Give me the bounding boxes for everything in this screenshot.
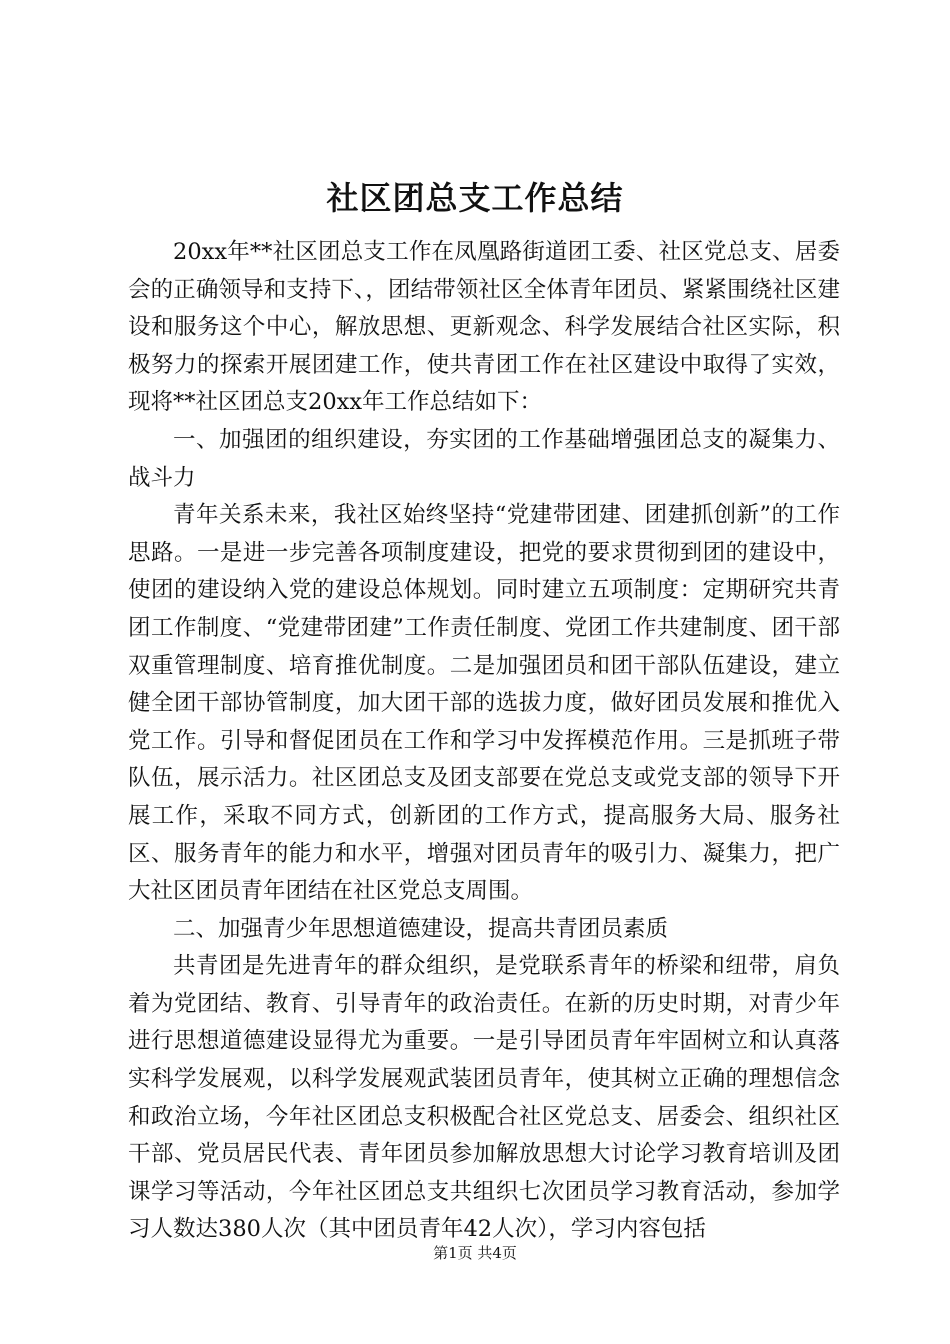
page-footer: 第1页 共4页 [433, 1244, 517, 1262]
intro-paragraph: 20xx年**社区团总支工作在凤凰路街道团工委、社区党总支、居委会的正确领导和支持下、，团结带领社区全体青年团员、紧紧围绕社区建设和服务这个中心，解放思想、更新观念、科学发展结合社区实际，积极努力的探索开展团建工作，使共青团工作在社区建设中取得了实效，现将**社区团总支20xx年工作总结如下： [128, 239, 840, 416]
document-title: 社区团总支工作总结 [326, 179, 624, 217]
section-1-paragraph: 青年关系未来，我社区始终坚持“党建带团建、团建抓创新”的工作思路。一是进一步完善各项制度建设，把党的要求贯彻到团的建设中，使团的建设纳入党的建设总体规划。同时建立五项制度：定期研究共青团工作制度、“党建带团建”工作责任制度、党团工作共建制度、团干部双重管理制度、培育推优制度。二是加强团员和团干部队伍建设，建立健全团干部协管制度，加大团干部的选拔力度，做好团员发展和推优入党工作。引导和督促团员在工作和学习中发挥模范作用。三是抓班子带队伍，展示活力。社区团总支及团支部要在党总支或党支部的领导下开展工作，采取不同方式，创新团的工作方式，提高服务大局、服务社区、服务青年的能力和水平，增强对团员青年的吸引力、凝集力，把广大社区团员青年团结在社区党总支周围。 [128, 502, 840, 905]
section-1-heading: 一、加强团的组织建设，夯实团的工作基础增强团总支的凝集力、战斗力 [128, 426, 840, 491]
document-body [128, 234, 840, 1249]
section-2-paragraph: 共青团是先进青年的群众组织，是党联系青年的桥梁和纽带，肩负着为党团结、教育、引导青年的政治责任。在新的历史时期，对青少年进行思想道德建设显得尤为重要。一是引导团员青年牢固树立和认真落实科学发展观，以科学发展观武装团员青年，使其树立正确的理想信念和政治立场，今年社区团总支积极配合社区党总支、居委会、组织社区干部、党员居民代表、青年团员参加解放思想大讨论学习教育培训及团课学习等活动，今年社区团总支共组织七次团员学习教育活动，参加学习人数达380人次（其中团员青年42人次），学习内容包括 [128, 953, 840, 1243]
section-2-heading: 二、加强青少年思想道德建设，提高共青团员素质 [173, 915, 669, 942]
